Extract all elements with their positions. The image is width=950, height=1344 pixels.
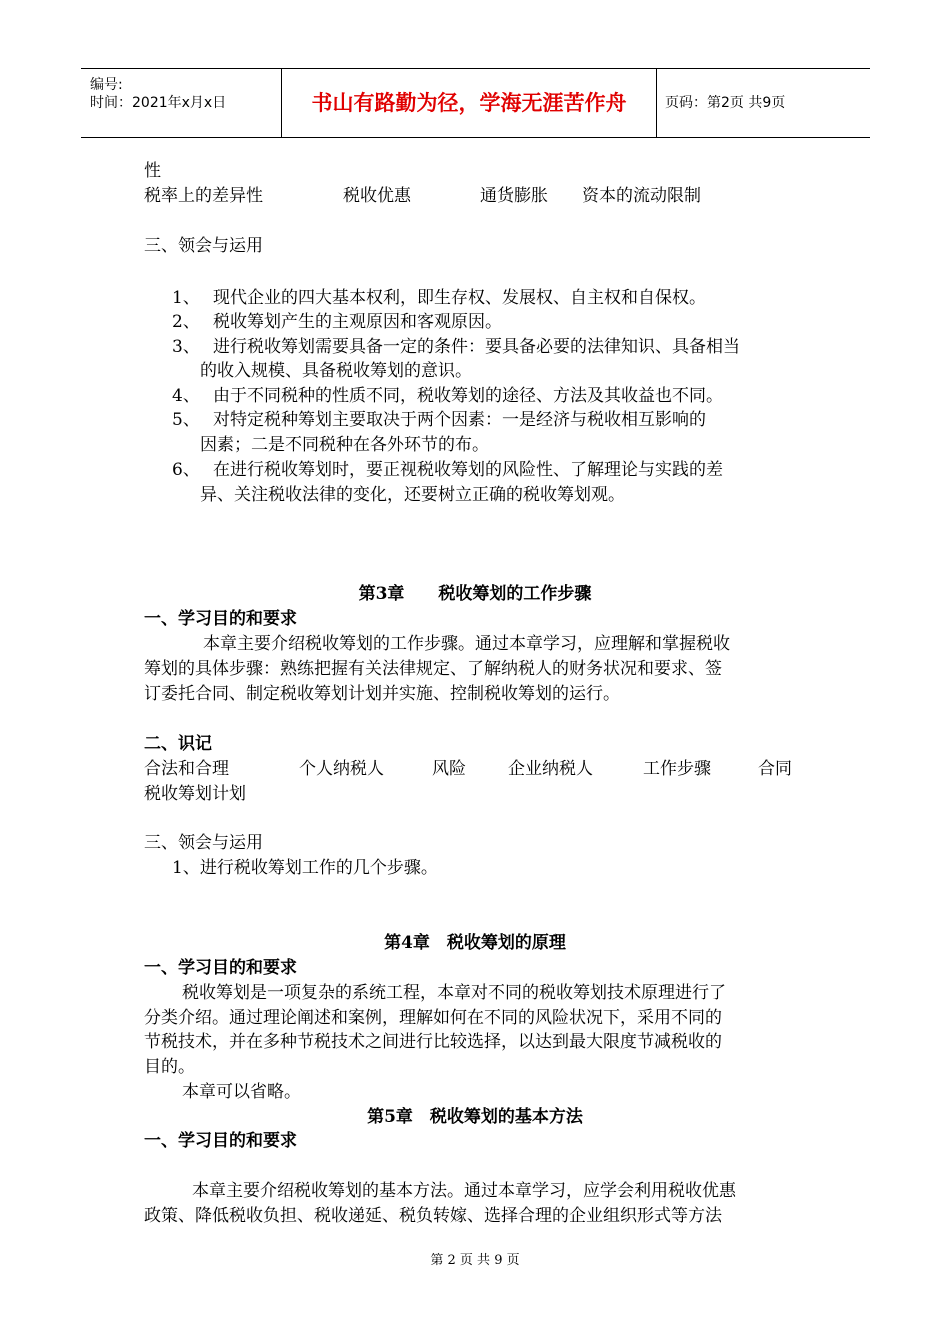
paragraph-line: 分类介绍。通过理论阐述和案例，理解如何在不同的风险状况下，采用不同的 (144, 1008, 722, 1028)
list-item-number: 1、 (172, 288, 200, 308)
list-item: 1、进行税收筹划工作的几个步骤。 (172, 858, 438, 878)
doc-number-label: 编号: (90, 77, 123, 93)
section-heading: 三、领会与运用 (144, 236, 263, 256)
paragraph-line: 筹划的具体步骤：熟练把握有关法律规定、了解纳税人的财务状况和要求、签 (144, 659, 722, 679)
doc-time-label: 时间：2021年x月x日 (90, 95, 227, 111)
term: 合同 (758, 759, 792, 779)
list-item: 由于不同税种的性质不同，税收筹划的途径、方法及其收益也不同。 (213, 386, 723, 406)
chapter-title: 第3章 税收筹划的工作步骤 (358, 584, 592, 604)
list-item-continuation: 异、关注税收法律的变化，还要树立正确的税收筹划观。 (200, 485, 625, 505)
list-item-number: 5、 (172, 410, 200, 430)
continued-text: 性 (144, 161, 161, 181)
term: 风险 (432, 759, 466, 779)
section-heading: 一、学习目的和要求 (144, 609, 297, 629)
term: 资本的流动限制 (582, 186, 701, 206)
term: 工作步骤 (643, 759, 711, 779)
page-header (81, 68, 870, 138)
list-item-number: 6、 (172, 460, 200, 480)
list-item: 现代企业的四大基本权利，即生存权、发展权、自主权和自保权。 (213, 288, 706, 308)
paragraph-line: 本章可以省略。 (182, 1082, 301, 1102)
list-item: 在进行税收筹划时，要正视税收筹划的风险性、了解理论与实践的差 (213, 460, 723, 480)
paragraph-line: 税收筹划是一项复杂的系统工程，本章对不同的税收筹划技术原理进行了 (182, 983, 726, 1003)
section-heading: 二、识记 (144, 734, 212, 754)
chapter-title: 第5章 税收筹划的基本方法 (367, 1107, 583, 1127)
list-item: 对特定税种筹划主要取决于两个因素：一是经济与税收相互影响的 (213, 410, 706, 430)
paragraph-line: 本章主要介绍税收筹划的基本方法。通过本章学习，应学会利用税收优惠 (192, 1181, 736, 1201)
term: 合法和合理 (144, 759, 229, 779)
paragraph-line: 本章主要介绍税收筹划的工作步骤。通过本章学习，应理解和掌握税收 (203, 634, 730, 654)
term: 通货膨胀 (480, 186, 548, 206)
list-item-continuation: 的收入规模、具备税收筹划的意识。 (200, 361, 472, 381)
list-item-number: 2、 (172, 312, 200, 332)
section-heading: 一、学习目的和要求 (144, 1131, 297, 1151)
section-heading: 三、领会与运用 (144, 833, 263, 853)
paragraph-line: 目的。 (144, 1057, 195, 1077)
section-heading: 一、学习目的和要求 (144, 958, 297, 978)
term: 个人纳税人 (299, 759, 384, 779)
page-footer: 第 2 页 共 9 页 (430, 1253, 520, 1268)
header-motto: 书山有路勤为径，学海无涯苦作舟 (282, 69, 657, 137)
list-item-number: 3、 (172, 337, 200, 357)
list-item: 税收筹划产生的主观原因和客观原因。 (213, 312, 502, 332)
paragraph-line: 订委托合同、制定税收筹划计划并实施、控制税收筹划的运行。 (144, 684, 620, 704)
list-item-continuation: 因素；二是不同税种在各外环节的布。 (200, 435, 489, 455)
term: 税收优惠 (343, 186, 411, 206)
header-page-info: 页码：第2页 共9页 (665, 95, 786, 111)
chapter-title: 第4章 税收筹划的原理 (384, 933, 566, 953)
paragraph-line: 政策、降低税收负担、税收递延、税负转嫁、选择合理的企业组织形式等方法 (144, 1206, 722, 1226)
list-item: 进行税收筹划需要具备一定的条件：要具备必要的法律知识、具备相当 (213, 337, 740, 357)
header-meta (81, 69, 282, 137)
term: 企业纳税人 (508, 759, 593, 779)
list-item-number: 4、 (172, 386, 200, 406)
term: 税率上的差异性 (144, 186, 263, 206)
paragraph-line: 节税技术，并在多种节税技术之间进行比较选择，以达到最大限度节减税收的 (144, 1032, 722, 1052)
term: 税收筹划计划 (144, 784, 246, 804)
